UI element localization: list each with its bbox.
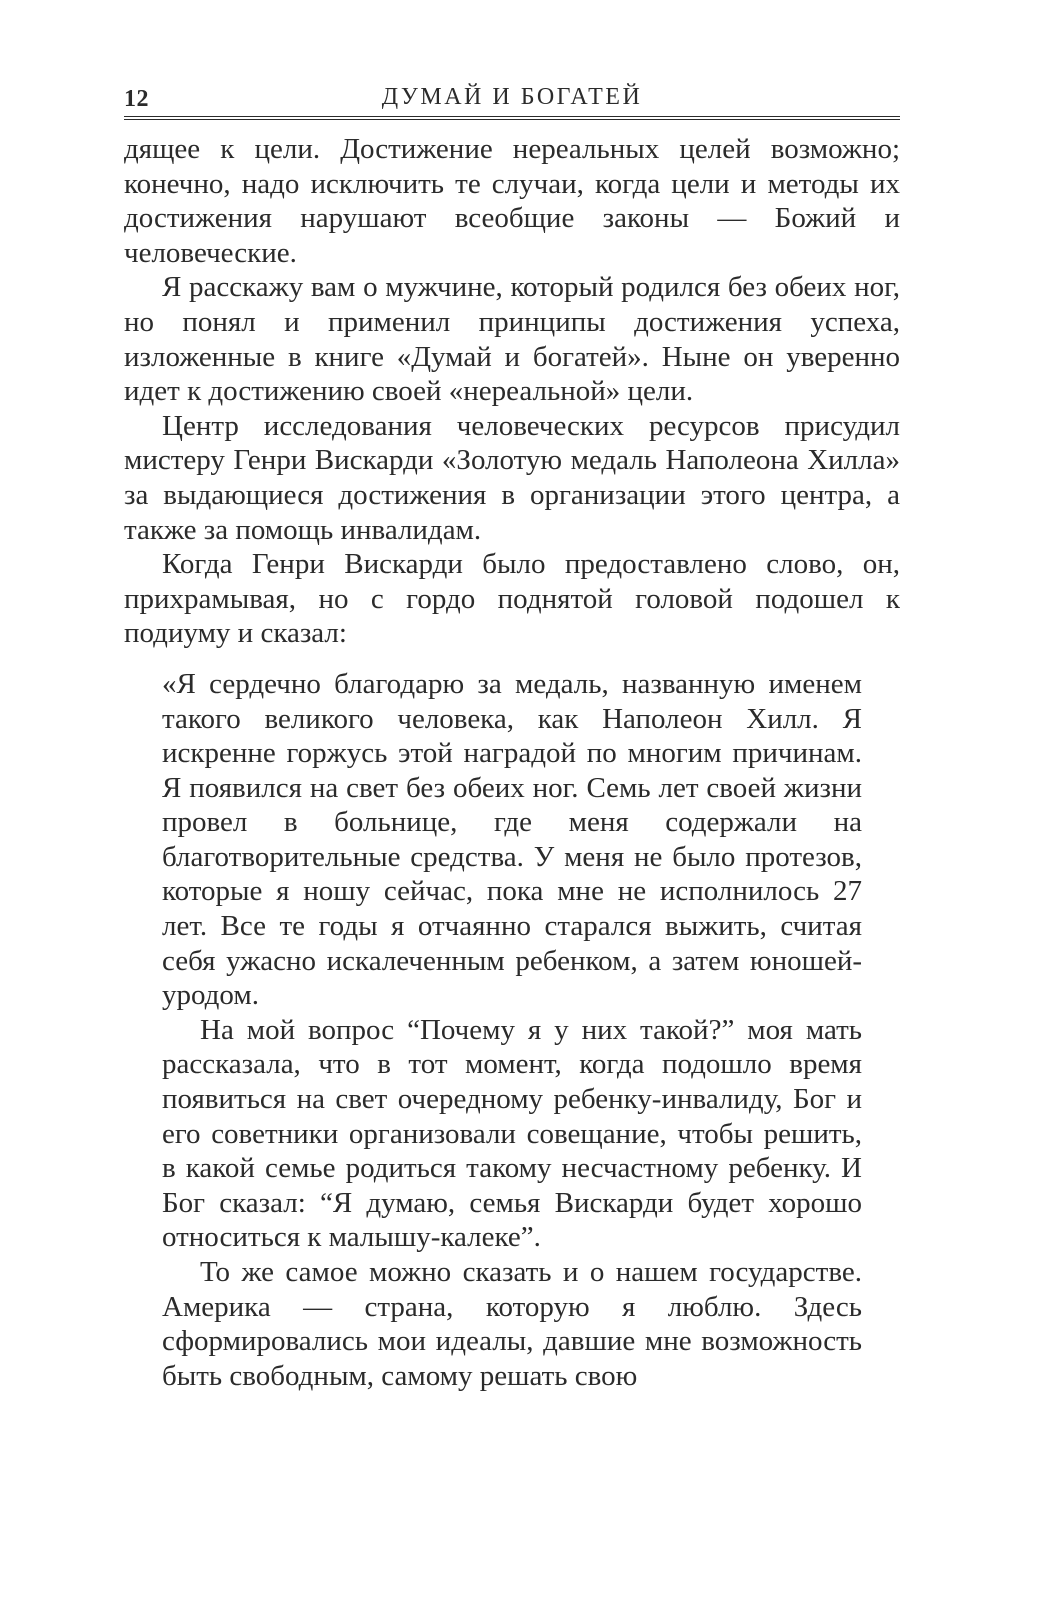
page-number: 12 [124,86,149,112]
quotation-block [162,667,862,1393]
paragraph: Центр исследования человеческих ресурсов присудил мистеру Генри Вискарди «Золотую медаль Наполеона Хилла» за выдающиеся достижения в организации этого центра, а также за помощь инвалидам. [124,409,900,546]
running-header [124,78,900,120]
book-page [124,78,900,1393]
paragraph: дящее к цели. Достижение нереальных целей возможно; конечно, надо исключить те случаи, когда цели и методы их достижения нарушают всеобщие законы — Божий и человеческие. [124,133,900,269]
paragraph: Я расскажу вам о мужчине, который родился без обеих ног, но понял и применил принципы достижения успеха, изложенные в книге «Думай и богатей». Ныне он уверенно идет к достижению своей «нереальной» цели. [124,271,900,408]
quote-paragraph: «Я сердечно благодарю за медаль, названную именем такого великого человека, как Наполеон Хилл. Я искренне горжусь этой наградой по многим причинам. Я появился на свет без обеих ног. Семь лет своей жизни провел в больнице, где меня содержали на благотворительные средства. У меня не было протезов, которые я ношу сейчас, пока мне не исполнилось 27 лет. Все те годы я отчаянно старался выжить, считая себя ужасно искалеченным ребенком, а затем юношей-уродом. [162,667,862,1012]
quote-paragraph: На мой вопрос “Почему я у них такой?” моя мать рассказала, что в тот момент, когда подошло время появиться на свет очередному ребенку-инвалиду, Бог и его советники организовали совещание, чтобы решить, в какой семье родиться такому несчастному ребенку. И Бог сказал: “Я думаю, семья Вискарди будет хорошо относиться к малышу-калеке”. [162,1013,862,1254]
main-text [124,132,900,1393]
paragraph: Когда Генри Вискарди было предоставлено слово, он, прихрамывая, но с гордо поднятой головой подошел к подиуму и сказал: [124,548,900,650]
running-title: ДУМАЙ И БОГАТЕЙ [381,84,643,110]
quote-paragraph: То же самое можно сказать и о нашем государстве. Америка — страна, которую я люблю. Здесь сформировались мои идеалы, давшие мне возможность быть свободным, самому решать свою [162,1256,862,1392]
